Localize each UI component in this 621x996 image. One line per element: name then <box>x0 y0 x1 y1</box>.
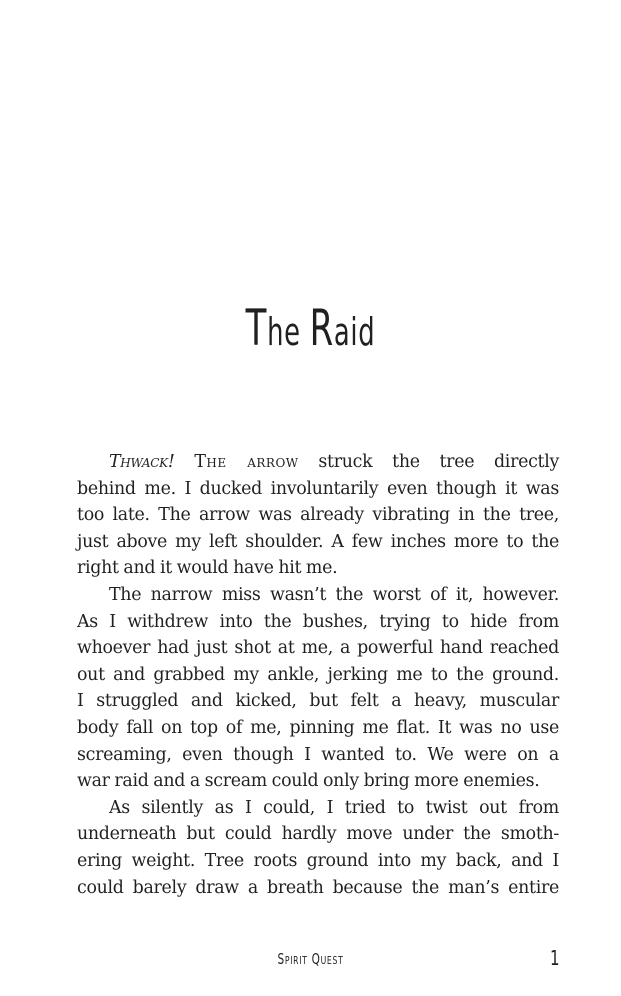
text-line: too late. The arrow was already vibrating in the tree, <box>77 505 559 526</box>
text-line: body fall on top of me, pinning me flat. It was no use <box>77 717 559 738</box>
lead-smallcaps: The arrow <box>194 452 299 472</box>
text-line: underneath but could hardly move under the smoth- <box>77 824 559 845</box>
text-line: The narrow miss wasn’t the worst of it, however. <box>109 584 559 605</box>
chapter-title: The Raid <box>245 299 376 357</box>
text-line: Thwack! The arrow struck the tree directly <box>109 452 559 472</box>
text-line: screaming, even though I wanted to. We were on a <box>77 744 559 765</box>
text-line: ering weight. Tree roots ground into my back, and I <box>77 850 559 871</box>
text-line: right and it would have hit me. <box>77 558 338 579</box>
running-footer-title: Spirit Quest <box>277 950 344 968</box>
text-line: As silently as I could, I tried to twist out from <box>109 797 559 818</box>
text-line: could barely draw a breath because the man’s entire <box>77 877 559 898</box>
page-number: 1 <box>550 946 560 970</box>
text-line: war raid and a scream could only bring more enemies. <box>77 771 540 792</box>
text-line: whoever had just shot at me, a powerful hand reached <box>77 638 559 659</box>
text-line: As I withdrew into the bushes, trying to hide from <box>77 611 559 632</box>
text-line: just above my left shoulder. A few inches more to the <box>77 531 559 552</box>
text-line: out and grabbed my ankle, jerking me to the ground. <box>77 664 559 685</box>
text-line: I struggled and kicked, but felt a heavy, muscular <box>77 691 559 712</box>
text-line: behind me. I ducked involuntarily even though it was <box>77 478 559 499</box>
chapter-body-text <box>77 449 559 901</box>
lead-word: Thwack! <box>109 452 175 472</box>
